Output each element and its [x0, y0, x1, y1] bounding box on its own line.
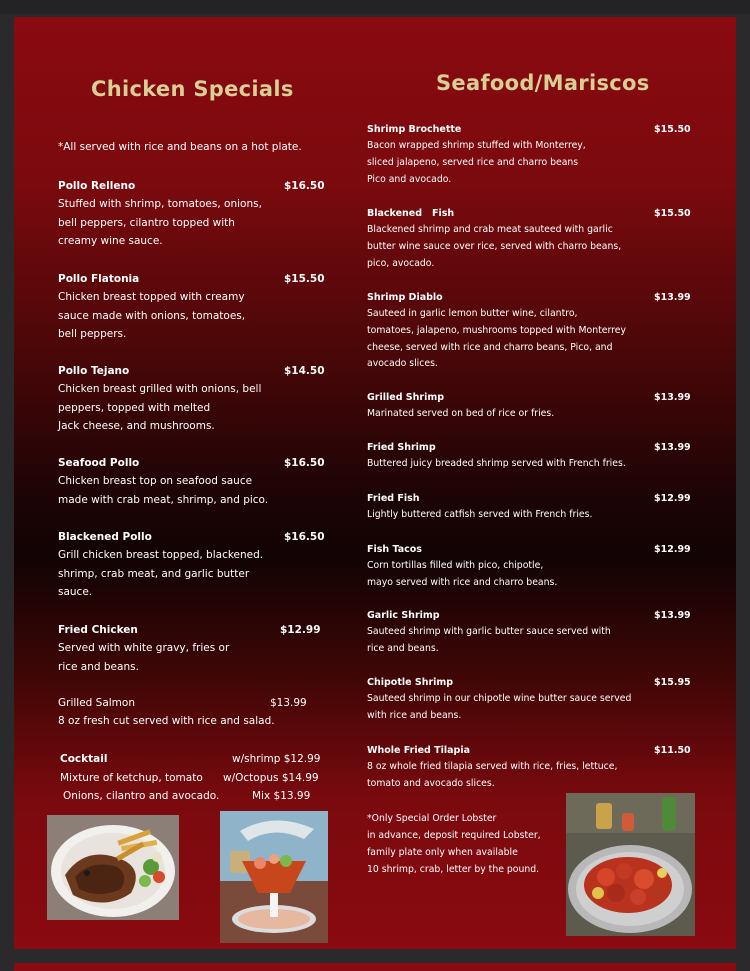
item-price: $16.50: [284, 180, 325, 192]
item-price: $13.99: [654, 610, 691, 621]
menu-item-blackened-fish: [367, 205, 690, 272]
menu-item-shrimp-diablo: [367, 289, 690, 373]
menu-item-fried-fish: [367, 490, 690, 524]
item-name: Fried Shrimp: [367, 442, 436, 453]
item-name: Chipotle Shrimp: [367, 677, 454, 688]
item-name: Shrimp Diablo: [367, 292, 443, 303]
menu-item-cocktail: [60, 750, 325, 806]
item-name: Grilled Shrimp: [367, 392, 445, 403]
fried-fish-plate-photo: [47, 815, 179, 920]
item-name: Pollo Flatonia: [58, 273, 140, 285]
menu-item-chipotle-shrimp: [367, 674, 690, 725]
item-description: Buttered juicy breaded shrimp served with French fries.: [367, 458, 626, 469]
item-description: Sauteed shrimp with garlic butter sauce served with rice and beans.: [367, 626, 611, 654]
menu-item-pollo-tejano: [58, 362, 323, 436]
item-description: Blackened shrimp and crab meat sauteed with garlic butter wine sauce over rice, served with charro beans, pico, avocado.: [367, 224, 622, 269]
item-price: $15.50: [284, 273, 325, 285]
item-description: 8 oz fresh cut served with rice and salad.: [58, 715, 275, 727]
item-description: 8 oz whole fried tilapia served with rice, fries, lettuce, tomato and avocado slices.: [367, 761, 618, 789]
menu-item-grilled-shrimp: [367, 389, 690, 423]
menu-item-pollo-flatonia: [58, 270, 323, 344]
item-description: Sauteed shrimp in our chipotle wine butter sauce served with rice and beans.: [367, 693, 632, 721]
lobster-special-note: *Only Special Order Lobster in advance, deposit required Lobster, family plate only when available 10 shrimp, crab, letter by the pound.: [367, 813, 541, 875]
item-description: Marinated served on bed of rice or fries.: [367, 408, 555, 419]
menu-item-shrimp-brochette: [367, 121, 690, 188]
item-price: $13.99: [654, 292, 691, 303]
menu-item-whole-fried-tilapia: [367, 742, 690, 793]
item-price: $13.99: [270, 697, 307, 709]
item-price: $13.99: [654, 392, 691, 403]
item-description: Chicken breast grilled with onions, bell peppers, topped with melted Jack cheese, and mushrooms.: [58, 383, 262, 432]
chicken-specials-title: Chicken Specials: [91, 77, 294, 101]
seafood-mariscos-title: Seafood/Mariscos: [436, 71, 650, 95]
item-name: Garlic Shrimp: [367, 610, 440, 621]
item-description: Served with white gravy, fries or rice and beans.: [58, 642, 230, 673]
item-name: Fried Chicken: [58, 624, 138, 636]
item-name: Seafood Pollo: [58, 457, 140, 469]
menu-item-seafood-pollo: [58, 454, 323, 509]
item-name: Blackened Pollo: [58, 531, 152, 543]
item-description: Corn tortillas filled with pico, chipotle, mayo served with rice and charro beans.: [367, 560, 558, 588]
item-price: $12.99: [654, 544, 691, 555]
top-bar: [0, 0, 750, 14]
item-name: Whole Fried Tilapia: [367, 745, 471, 756]
cocktail-option-shrimp: w/shrimp $12.99: [232, 753, 321, 765]
menu-item-fish-tacos: [367, 541, 690, 592]
menu-item-grilled-salmon: [58, 694, 323, 731]
seafood-platter-photo: [566, 793, 695, 936]
item-price: $14.50: [284, 365, 325, 377]
item-name: Blackened Fish: [367, 208, 455, 219]
item-price: $15.50: [654, 124, 691, 135]
item-description: Bacon wrapped shrimp stuffed with Monterrey, sliced jalapeno, served rice and charro beans Pico and avocado.: [367, 140, 586, 185]
item-name: Fish Tacos: [367, 544, 422, 555]
next-page-edge: [14, 963, 736, 971]
item-price: $16.50: [284, 531, 325, 543]
item-name: Pollo Tejano: [58, 365, 130, 377]
item-price: $15.50: [654, 208, 691, 219]
item-price: $13.99: [654, 442, 691, 453]
menu-item-fried-shrimp: [367, 439, 690, 473]
item-description: Grill chicken breast topped, blackened. shrimp, crab meat, and garlic butter sauce.: [58, 549, 264, 598]
item-price: $12.99: [654, 493, 691, 504]
menu-item-fried-chicken: [58, 621, 323, 676]
cocktail-option-mix: Mix $13.99: [252, 790, 311, 802]
item-name: Pollo Relleno: [58, 180, 136, 192]
item-name: Grilled Salmon: [58, 697, 135, 709]
seafood-cocktail-photo: [220, 811, 328, 943]
item-price: $12.99: [280, 624, 321, 636]
item-name: Fried Fish: [367, 493, 420, 504]
cocktail-name: Cocktail: [60, 753, 108, 765]
menu-item-pollo-relleno: [58, 177, 323, 251]
item-price: $11.50: [654, 745, 691, 756]
chicken-note: *All served with rice and beans on a hot plate.: [58, 141, 302, 153]
item-description: Lightly buttered catfish served with French fries.: [367, 509, 593, 520]
item-description: Sauteed in garlic lemon butter wine, cilantro, tomatoes, jalapeno, mushrooms topped with Monterrey cheese, served with rice and charro beans, Pico, and avocado slices.: [367, 308, 626, 370]
cocktail-option-octopus: w/Octopus $14.99: [223, 771, 319, 784]
menu-item-garlic-shrimp: [367, 607, 690, 658]
item-description: Chicken breast top on seafood sauce made with crab meat, shrimp, and pico.: [58, 475, 269, 506]
item-price: $16.50: [284, 457, 325, 469]
item-name: Shrimp Brochette: [367, 124, 462, 135]
item-description: Stuffed with shrimp, tomatoes, onions, bell peppers, cilantro topped with creamy wine sauce.: [58, 198, 262, 247]
item-price: $15.95: [654, 677, 691, 688]
cocktail-description: Mixture of ketchup, tomato: [60, 771, 203, 784]
menu-item-blackened-pollo: [58, 528, 323, 602]
item-description: Chicken breast topped with creamy sauce made with onions, tomatoes, bell peppers.: [58, 291, 246, 340]
cocktail-description: Onions, cilantro and avocado.: [63, 790, 220, 802]
